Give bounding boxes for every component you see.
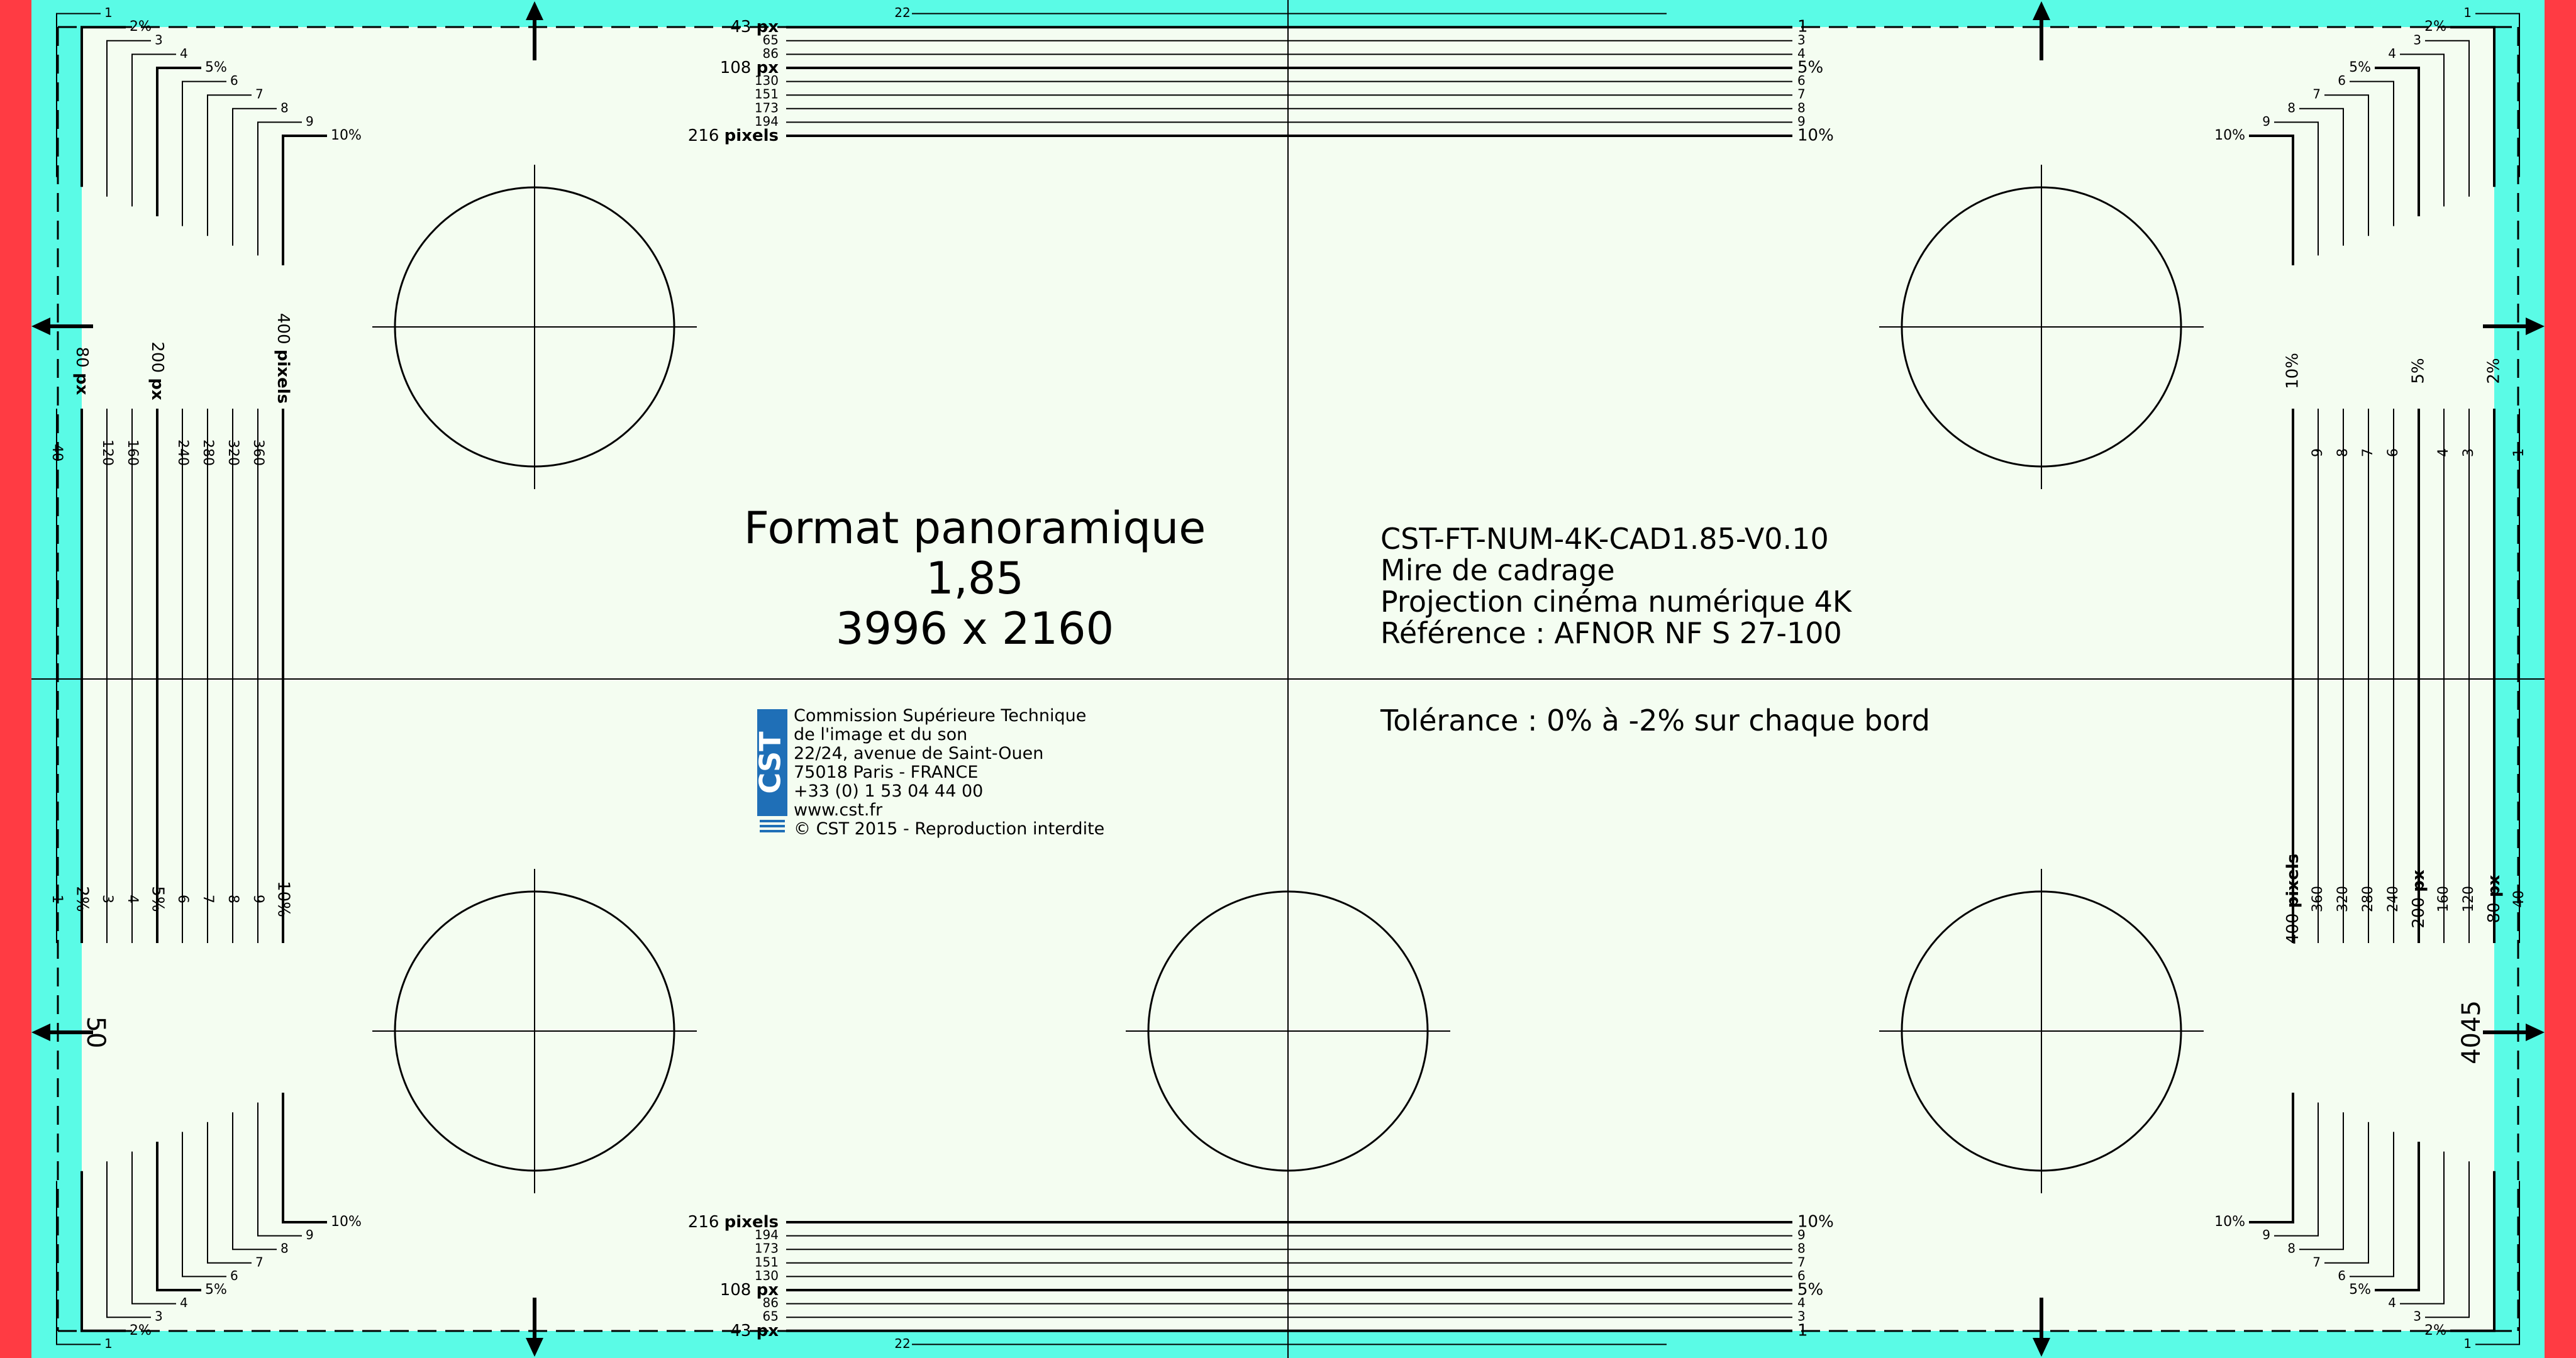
scale-bottom-right-label-8: 9 bbox=[1797, 1227, 1806, 1243]
corner-tr-label-1: 1 bbox=[2463, 5, 2472, 21]
scale-top-left-label-2: 65 bbox=[762, 32, 779, 48]
scale-top-left-label-1: 43 px bbox=[730, 17, 779, 36]
scale-bottom-left-label-9: 216 pixels bbox=[687, 1212, 779, 1232]
org-line-3: 22/24, avenue de Saint-Ouen bbox=[794, 744, 1044, 763]
vscale-right-step-label-10: 10% bbox=[2283, 353, 2302, 389]
vscale-right-px-label-8: 320 bbox=[2335, 886, 2351, 912]
vscale-left-step-label-2: 2% bbox=[72, 886, 92, 912]
org-line-5: +33 (0) 1 53 04 44 00 bbox=[794, 781, 984, 801]
corner-tl-label-6: 6 bbox=[230, 73, 238, 89]
scale-bottom-left-label-1: 43 px bbox=[730, 1321, 779, 1340]
corner-br-label-9: 9 bbox=[2262, 1227, 2270, 1243]
scale-top-left-label-5: 130 bbox=[754, 73, 779, 89]
corner-br-label-1: 1 bbox=[2463, 1335, 2472, 1351]
vscale-right-step-label-6: 6 bbox=[2385, 448, 2401, 457]
vscale-left-px-label-7: 280 bbox=[200, 439, 216, 466]
scale-bottom-right-label-7: 8 bbox=[1797, 1240, 1806, 1256]
scale-bottom-right-label-5: 6 bbox=[1797, 1267, 1806, 1283]
scale-top-left-label-9: 216 pixels bbox=[687, 126, 779, 145]
vscale-left-step-label-5: 5% bbox=[148, 886, 167, 912]
corner-br-label-6: 6 bbox=[2338, 1267, 2346, 1283]
organization-block bbox=[794, 707, 1104, 839]
vscale-right-px-label-4: 160 bbox=[2436, 886, 2451, 912]
scale-top-right-label-6: 7 bbox=[1797, 86, 1806, 102]
scale-top-right-label-2: 3 bbox=[1797, 32, 1806, 48]
reference-code: CST-FT-NUM-4K-CAD1.85-V0.10 bbox=[1380, 522, 1829, 556]
scale-bottom-right-label-1: 1 bbox=[1797, 1321, 1808, 1340]
corner-tl-label-10: 10% bbox=[331, 128, 362, 143]
reference-norm: Référence : AFNOR NF S 27-100 bbox=[1380, 616, 1842, 650]
vscale-right-step-label-9: 9 bbox=[2310, 448, 2326, 457]
scale-top-right-label-5: 6 bbox=[1797, 73, 1806, 89]
corner-tr-label-2: 2% bbox=[2424, 19, 2446, 35]
right-arrow-value: 4045 bbox=[2457, 1000, 2486, 1064]
org-line-7: © CST 2015 - Reproduction interdite bbox=[794, 819, 1105, 839]
scale-top-left-label-6: 151 bbox=[754, 86, 779, 102]
vscale-left-step-label-6: 6 bbox=[175, 895, 191, 903]
vscale-right-px-label-5: 200 px bbox=[2409, 869, 2428, 929]
corner-bl-label-7: 7 bbox=[255, 1254, 264, 1270]
vscale-left-px-label-1: 40 bbox=[49, 444, 65, 461]
vscale-left-step-label-7: 7 bbox=[200, 895, 216, 903]
vscale-left-step-label-4: 4 bbox=[125, 895, 140, 903]
vscale-right-step-label-5: 5% bbox=[2409, 358, 2428, 384]
vscale-left-step-label-10: 10% bbox=[274, 881, 293, 917]
reference-block bbox=[1380, 523, 2009, 649]
corner-bl-label-4: 4 bbox=[180, 1295, 188, 1311]
corner-tr-label-9: 9 bbox=[2262, 113, 2270, 129]
scale-top-center-label: 22 bbox=[894, 5, 911, 21]
scale-bottom-left-label-3: 86 bbox=[762, 1295, 779, 1311]
corner-tr-label-4: 4 bbox=[2388, 45, 2396, 61]
scale-bottom-left-label-5: 130 bbox=[754, 1267, 779, 1283]
scale-top-right-label-4: 5% bbox=[1797, 58, 1824, 77]
org-line-2: de l'image et du son bbox=[794, 725, 968, 744]
vscale-left-step-label-8: 8 bbox=[225, 895, 241, 903]
tolerance-text: Tolérance : 0% à -2% sur chaque bord bbox=[1380, 704, 1930, 737]
corner-tl-label-5: 5% bbox=[205, 60, 227, 75]
corner-tr-label-10: 10% bbox=[2214, 128, 2245, 143]
corner-bl-label-9: 9 bbox=[306, 1227, 314, 1243]
scale-bottom-center-label: 22 bbox=[894, 1335, 911, 1351]
logo-text: CST bbox=[753, 731, 787, 794]
vscale-left-step-label-3: 3 bbox=[99, 895, 115, 903]
vscale-left-px-label-2: 80 px bbox=[72, 346, 92, 395]
corner-bl-label-6: 6 bbox=[230, 1267, 238, 1283]
corner-br-label-3: 3 bbox=[2413, 1308, 2421, 1324]
scale-bottom-right-label-9: 10% bbox=[1797, 1212, 1834, 1232]
corner-tl-label-2: 2% bbox=[130, 19, 152, 35]
org-line-1: Commission Supérieure Technique bbox=[794, 706, 1087, 726]
reference-projection: Projection cinéma numérique 4K bbox=[1380, 585, 1852, 619]
vscale-right-step-label-2: 2% bbox=[2484, 358, 2504, 384]
scale-bottom-right-label-2: 3 bbox=[1797, 1308, 1806, 1324]
vscale-left-step-label-1: 1 bbox=[49, 895, 65, 903]
vscale-right-px-label-9: 360 bbox=[2310, 886, 2326, 912]
cst-logo-icon bbox=[753, 709, 787, 837]
vscale-left-px-label-4: 160 bbox=[125, 439, 140, 466]
vscale-right-step-label-1: 1 bbox=[2511, 448, 2527, 457]
vscale-left-px-label-6: 240 bbox=[175, 439, 191, 466]
vscale-right-px-label-1: 40 bbox=[2511, 890, 2527, 908]
reference-title: Mire de cadrage bbox=[1380, 553, 1615, 587]
format-line-2: 1,85 bbox=[926, 553, 1024, 604]
scale-top-right-label-7: 8 bbox=[1797, 100, 1806, 116]
scale-bottom-right-label-6: 7 bbox=[1797, 1254, 1806, 1270]
vscale-right-px-label-7: 280 bbox=[2360, 886, 2376, 912]
vscale-left-px-label-5: 200 px bbox=[148, 341, 167, 400]
corner-br-label-5: 5% bbox=[2349, 1282, 2371, 1298]
corner-tl-label-9: 9 bbox=[306, 113, 314, 129]
scale-top-left-label-3: 86 bbox=[762, 45, 779, 61]
vscale-right-px-label-6: 240 bbox=[2385, 886, 2401, 912]
corner-tr-label-8: 8 bbox=[2287, 100, 2296, 116]
scale-top-right-label-3: 4 bbox=[1797, 45, 1806, 61]
scale-bottom-left-label-6: 151 bbox=[754, 1254, 779, 1270]
scale-bottom-left-label-2: 65 bbox=[762, 1308, 779, 1324]
scale-bottom-left-label-4: 108 px bbox=[719, 1280, 779, 1300]
corner-tl-label-7: 7 bbox=[255, 86, 264, 102]
format-title bbox=[717, 503, 1233, 654]
vscale-left-px-label-8: 320 bbox=[225, 439, 241, 466]
left-arrow-value: 50 bbox=[81, 1016, 110, 1049]
corner-br-label-7: 7 bbox=[2312, 1254, 2321, 1270]
corner-tl-label-4: 4 bbox=[180, 45, 188, 61]
vscale-left-px-label-3: 120 bbox=[99, 439, 115, 466]
vscale-left-px-label-9: 360 bbox=[250, 439, 266, 466]
scale-top-left-label-4: 108 px bbox=[719, 58, 779, 77]
corner-br-label-10: 10% bbox=[2214, 1214, 2245, 1230]
corner-br-label-8: 8 bbox=[2287, 1240, 2296, 1256]
vscale-right-px-label-10: 400 pixels bbox=[2283, 853, 2302, 945]
corner-tl-label-1: 1 bbox=[104, 5, 113, 21]
corner-bl-label-1: 1 bbox=[104, 1335, 113, 1351]
corner-tr-label-3: 3 bbox=[2413, 32, 2421, 48]
corner-tr-label-5: 5% bbox=[2349, 60, 2371, 75]
corner-br-label-2: 2% bbox=[2424, 1322, 2446, 1339]
corner-bl-label-10: 10% bbox=[331, 1214, 362, 1230]
scale-top-left-label-7: 173 bbox=[754, 100, 779, 116]
corner-br-label-4: 4 bbox=[2388, 1295, 2396, 1311]
corner-bl-label-5: 5% bbox=[205, 1282, 227, 1298]
scale-bottom-left-label-8: 194 bbox=[754, 1227, 779, 1243]
scale-top-right-label-9: 10% bbox=[1797, 126, 1834, 145]
vscale-right-px-label-2: 80 px bbox=[2484, 875, 2504, 924]
corner-tl-label-3: 3 bbox=[155, 32, 163, 48]
corner-tr-label-6: 6 bbox=[2338, 73, 2346, 89]
scale-bottom-left-label-7: 173 bbox=[754, 1240, 779, 1256]
corner-bl-label-8: 8 bbox=[280, 1240, 289, 1256]
vscale-right-step-label-4: 4 bbox=[2436, 448, 2451, 457]
vscale-left-step-label-9: 9 bbox=[250, 895, 266, 903]
scale-bottom-right-label-4: 5% bbox=[1797, 1280, 1824, 1300]
org-line-6: www.cst.fr bbox=[794, 800, 883, 820]
scale-top-right-label-8: 9 bbox=[1797, 113, 1806, 129]
org-line-4: 75018 Paris - FRANCE bbox=[794, 763, 979, 782]
vscale-right-step-label-7: 7 bbox=[2360, 448, 2376, 457]
corner-bl-label-3: 3 bbox=[155, 1308, 163, 1324]
format-line-3: 3996 x 2160 bbox=[835, 603, 1114, 654]
scale-top-right-label-1: 1 bbox=[1797, 17, 1808, 36]
corner-tr-label-7: 7 bbox=[2312, 86, 2321, 102]
vscale-right-step-label-8: 8 bbox=[2335, 448, 2351, 457]
format-line-1: Format panoramique bbox=[743, 502, 1206, 554]
scale-bottom-right-label-3: 4 bbox=[1797, 1295, 1806, 1311]
scale-top-left-label-8: 194 bbox=[754, 113, 779, 129]
vscale-left-px-label-10: 400 pixels bbox=[274, 312, 293, 404]
corner-bl-label-2: 2% bbox=[130, 1322, 152, 1339]
vscale-right-px-label-3: 120 bbox=[2461, 886, 2477, 912]
corner-tl-label-8: 8 bbox=[280, 100, 289, 116]
vscale-right-step-label-3: 3 bbox=[2461, 448, 2477, 457]
